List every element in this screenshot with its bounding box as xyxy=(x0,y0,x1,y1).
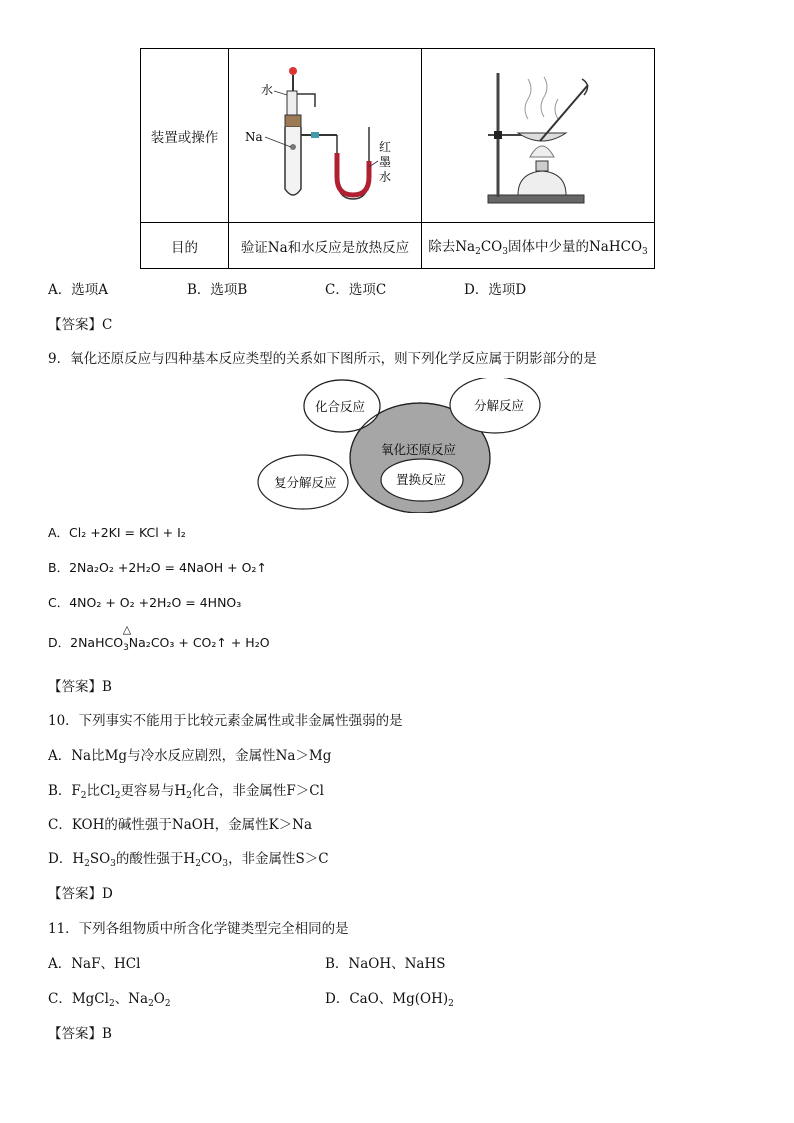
svg-text:墨: 墨 xyxy=(379,155,392,169)
row-label-purpose: 目的 xyxy=(141,223,229,269)
svg-text:水: 水 xyxy=(261,83,274,97)
q11-option-d: D．CaO、$Mg(OH)_2$ xyxy=(325,991,454,1009)
label-double: 复分解反应 xyxy=(274,475,337,490)
cell-apparatus-a xyxy=(229,49,422,223)
q10-option-b: B．$F_2$比$Cl_2$更容易与$H_2$化合，非金属性F＞Cl xyxy=(48,783,324,801)
q9-option-a: A．Cl₂ +2KI = KCl + I₂ xyxy=(48,525,186,540)
q10-option-c: C．KOH的碱性强于NaOH，金属性K＞Na xyxy=(48,817,313,833)
svg-text:水: 水 xyxy=(379,170,392,184)
q8-answer: 【答案】C xyxy=(48,317,113,333)
q9-option-c: C．4NO₂ + O₂ +2H₂O = 4HNO₃ xyxy=(48,595,242,610)
q8-option-b: B．选项B xyxy=(187,282,248,298)
q11-option-a: A．NaF、HCl xyxy=(48,956,141,972)
label-redox: 氧化还原反应 xyxy=(381,442,457,457)
apparatus-table xyxy=(140,48,655,269)
purpose-b: 除去$Na_2CO_3$固体中少量的NaHCO$_3$ xyxy=(422,223,655,269)
q9-option-b: B．2Na₂O₂ +2H₂O = 4NaOH + O₂↑ xyxy=(48,560,267,575)
q9-answer: 【答案】B xyxy=(48,679,112,695)
q10-stem: 10．下列事实不能用于比较元素金属性或非金属性强弱的是 xyxy=(48,713,403,729)
q11-option-b: B．NaOH、NaHS xyxy=(325,956,446,972)
heating-evaporating-dish-figure xyxy=(422,49,654,222)
row-label-apparatus: 装置或操作 xyxy=(141,49,229,223)
purpose-a: 验证Na和水反应是放热反应 xyxy=(229,223,422,269)
q11-option-c: C．MgCl$_2$、$Na_2O_2$ xyxy=(48,991,171,1009)
q9-stem: 9．氧化还原反应与四种基本反应类型的关系如下图所示，则下列化学反应属于阴影部分的是 xyxy=(48,351,597,367)
q8-option-c: C．选项C xyxy=(325,282,387,298)
q10-answer: 【答案】D xyxy=(48,886,113,902)
cell-apparatus-b xyxy=(422,49,655,223)
q8-option-a: A．选项A xyxy=(48,282,108,298)
svg-text:Na: Na xyxy=(245,130,263,144)
dropper-bulb xyxy=(289,67,297,75)
q11-stem: 11．下列各组物质中所含化学键类型完全相同的是 xyxy=(48,921,349,937)
q9-option-d: D．2NaHCO$_3$ △ Na₂CO₃ + CO₂↑ + H₂O xyxy=(48,623,270,653)
q11-answer: 【答案】B xyxy=(48,1026,112,1042)
svg-text:红: 红 xyxy=(379,140,392,154)
label-decomposition: 分解反应 xyxy=(474,398,525,413)
label-combination: 化合反应 xyxy=(315,399,366,414)
label-displacement: 置换反应 xyxy=(396,472,447,487)
q10-option-a: A．Na比Mg与冷水反应剧烈，金属性Na＞Mg xyxy=(48,748,332,764)
q8-option-d: D．选项D xyxy=(464,282,527,298)
q10-option-d: D．$H_2SO_3$的酸性强于$H_2CO_3$，非金属性S＞C xyxy=(48,851,329,869)
na-water-apparatus-figure xyxy=(229,49,421,222)
reaction-venn-diagram xyxy=(255,378,545,513)
